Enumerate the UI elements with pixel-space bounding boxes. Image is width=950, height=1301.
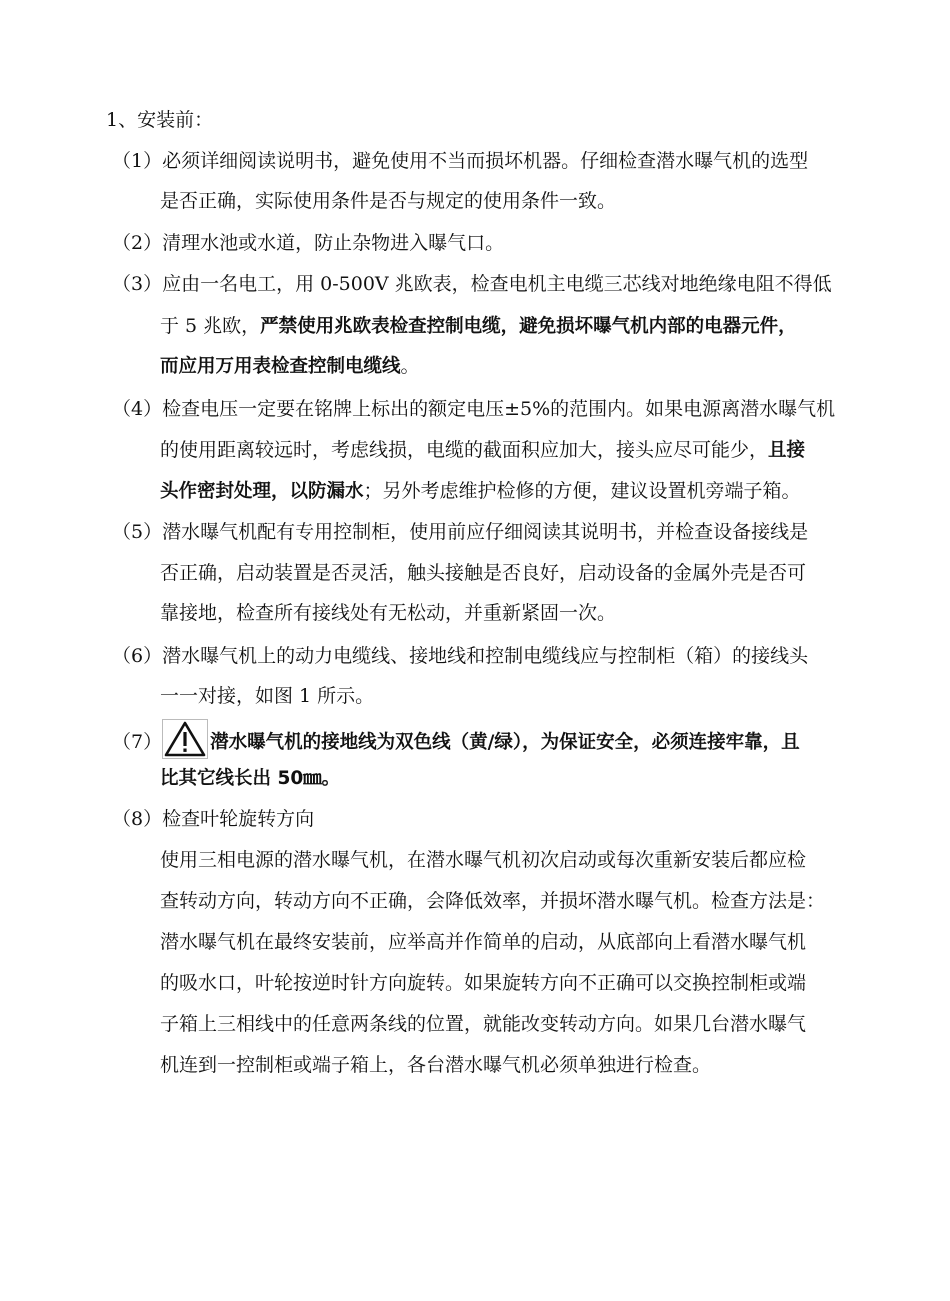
item-8-paragraph-line-4: 的吸水口，叶轮按逆时针方向旋转。如果旋转方向不正确可以交换控制柜或端 [160,972,807,994]
item-6-line-2: 一一对接，如图 1 所示。 [160,685,375,707]
item-5-line-3: 靠接地，检查所有接线处有无松动，并重新紧固一次。 [160,602,617,624]
item-8-paragraph-line-5: 子箱上三相线中的任意两条线的位置，就能改变转动方向。如果几台潜水曝气 [160,1013,807,1035]
item-3-line-2 [160,312,797,341]
item-3-number: （3） [112,273,163,295]
item-4-text-plain-2: ；另外考虑维护检修的方便，建议设置机旁端子箱。 [363,480,801,502]
item-4-number: （4） [112,398,163,420]
item-7-line-1 [112,723,800,763]
item-5-number: （5） [112,521,163,543]
item-6-text: 潜水曝气机上的动力电缆线、接地线和控制电缆线应与控制柜（箱）的接线头 [162,645,809,667]
item-8-paragraph-line-1: 使用三相电源的潜水曝气机，在潜水曝气机初次启动或每次重新安装后都应检 [160,849,807,871]
item-8-line-1 [112,805,314,833]
section-heading: 1、安装前： [106,109,214,131]
item-1-line-1 [112,147,808,175]
item-2-text: 清理水池或水道，防止杂物进入曝气口。 [162,232,505,254]
item-4-text: 检查电压一定要在铭牌上标出的额定电压±5%的范围内。如果电源离潜水曝气机 [162,398,836,420]
item-4-line-1 [112,395,835,423]
item-5-text: 潜水曝气机配有专用控制柜，使用前应仔细阅读其说明书，并检查设备接线是 [162,521,809,543]
item-8-title: 检查叶轮旋转方向 [162,808,315,830]
item-1-text: 必须详细阅读说明书，避免使用不当而损坏机器。仔细检查潜水曝气机的选型 [162,150,809,172]
item-6-line-1 [112,642,808,670]
item-4-text-bold-2: 头作密封处理，以防漏水 [160,481,364,502]
warning-triangle-icon [162,719,208,759]
item-3-period: 。 [400,355,420,377]
item-5-line-2: 否正确，启动装置是否灵活，触头接触是否良好，启动设备的金属外壳是否可 [160,562,807,584]
item-3-line-1 [112,270,832,298]
item-7-number: （7） [112,731,163,753]
item-4-text-bold: 且接 [768,440,806,461]
item-8-paragraph-line-3: 潜水曝气机在最终安装前，应举高并作简单的启动，从底部向上看潜水曝气机 [160,931,807,953]
item-8-paragraph-line-2: 查转动方向，转动方向不正确，会降低效率，并损坏潜水曝气机。检查方法是： [160,890,826,912]
item-4-text-plain: 的使用距离较远时，考虑线损，电缆的截面积应加大，接头应尽可能少， [160,439,769,461]
item-2-line-1 [112,229,504,257]
item-3-text-plain: 于 5 兆欧， [160,315,261,337]
item-7-line-2 [160,764,340,793]
item-5-line-1 [112,518,808,546]
item-4-line-3 [160,477,801,506]
item-3-text: 应由一名电工，用 0-500V 兆欧表，检查电机主电缆三芯线对地绝缘电阻不得低 [162,273,832,295]
item-2-number: （2） [112,232,163,254]
item-6-number: （6） [112,645,163,667]
item-1-line-2: 是否正确，实际使用条件是否与规定的使用条件一致。 [160,190,617,212]
item-3-text-bold: 严禁使用兆欧表检查控制电缆，避免损坏曝气机内部的电器元件， [260,316,797,337]
item-4-line-2 [160,436,805,465]
item-3-text-bold-2: 而应用万用表检查控制电缆线 [160,356,401,377]
item-8-paragraph-line-6: 机连到一控制柜或端子箱上，各台潜水曝气机必须单独进行检查。 [160,1054,712,1076]
item-8-number: （8） [112,808,163,830]
item-1-number: （1） [112,150,163,172]
item-3-line-3 [160,352,420,381]
item-7-text-bold-2: 比其它线长出 50㎜。 [160,768,341,789]
item-7-text-bold: 潜水曝气机的接地线为双色线（黄/绿），为保证安全，必须连接牢靠，且 [210,732,800,753]
